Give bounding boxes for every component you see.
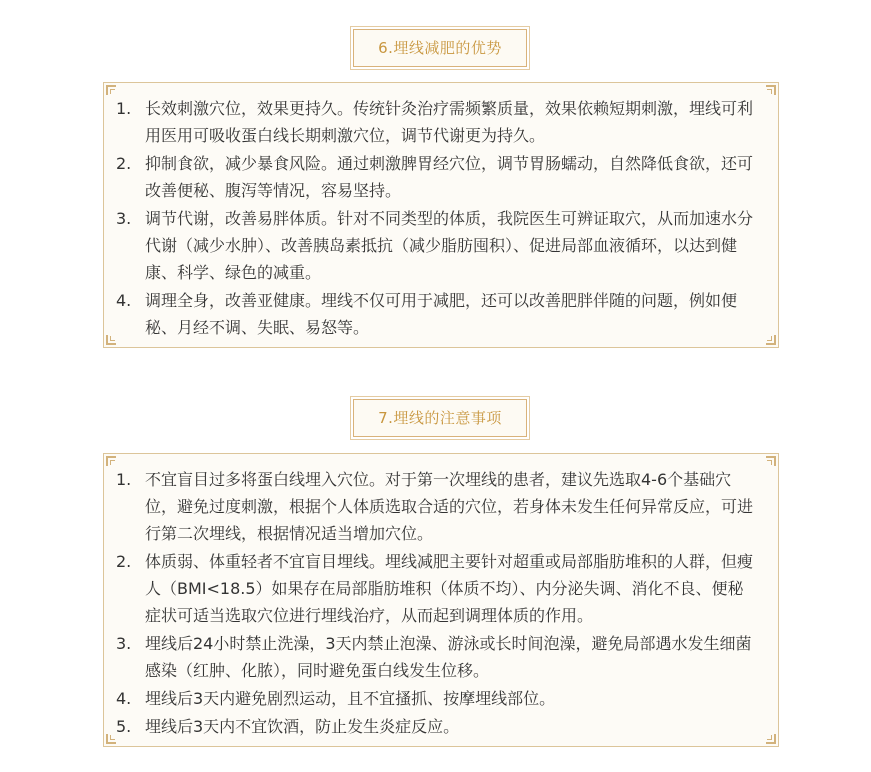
list-item bbox=[116, 287, 758, 341]
list-item bbox=[116, 685, 758, 712]
list-item-number: 3. bbox=[116, 634, 132, 653]
section-6-panel bbox=[103, 82, 779, 348]
section-7-heading bbox=[350, 396, 530, 440]
section-6-title: 6.埋线减肥的优势 bbox=[353, 29, 527, 67]
list-item-text: 调节代谢，改善易胖体质。针对不同类型的体质，我院医生可辨证取穴，从而加速水分代谢（减少水肿）、改善胰岛素抵抗（减少脂肪囤积）、促进局部血液循环，以达到健康、科学、绿色的减重。 bbox=[145, 209, 754, 282]
list-item-number: 2. bbox=[116, 154, 132, 173]
list-item-text: 不宜盲目过多将蛋白线埋入穴位。对于第一次埋线的患者，建议先选取4-6个基础穴位，避免过度刺激，根据个人体质选取合适的穴位，若身体未发生任何异常反应，可进行第二次埋线，根据情况适当增加穴位。 bbox=[145, 470, 754, 543]
list-item-text: 埋线后3天内避免剧烈运动，且不宜搔抓、按摩埋线部位。 bbox=[145, 689, 556, 708]
list-item-number: 4. bbox=[116, 291, 132, 310]
corner-ornament bbox=[766, 734, 776, 744]
corner-ornament bbox=[106, 85, 116, 95]
list-item-number: 1. bbox=[116, 470, 132, 489]
section-6-list bbox=[104, 83, 778, 341]
list-item-text: 埋线后3天内不宜饮酒，防止发生炎症反应。 bbox=[145, 717, 460, 736]
list-item-text: 调理全身，改善亚健康。埋线不仅可用于减肥，还可以改善肥胖伴随的问题，例如便秘、月经不调、失眠、易怒等。 bbox=[145, 291, 738, 337]
list-item bbox=[116, 713, 758, 740]
list-item-number: 2. bbox=[116, 552, 132, 571]
list-item bbox=[116, 95, 758, 149]
corner-ornament bbox=[766, 85, 776, 95]
list-item bbox=[116, 205, 758, 286]
list-item-number: 1. bbox=[116, 99, 132, 118]
list-item-text: 埋线后24小时禁止洗澡，3天内禁止泡澡、游泳或长时间泡澡，避免局部遇水发生细菌感染（红肿、化脓），同时避免蛋白线发生位移。 bbox=[145, 634, 752, 680]
corner-ornament bbox=[766, 335, 776, 345]
section-6-heading bbox=[350, 26, 530, 70]
section-7-list bbox=[104, 454, 778, 740]
list-item-number: 5. bbox=[116, 717, 132, 736]
corner-ornament bbox=[106, 456, 116, 466]
list-item-text: 长效刺激穴位，效果更持久。传统针灸治疗需频繁质量，效果依赖短期刺激，埋线可利用医用可吸收蛋白线长期刺激穴位，调节代谢更为持久。 bbox=[145, 99, 754, 145]
list-item-text: 体质弱、体重轻者不宜盲目埋线。埋线减肥主要针对超重或局部脂肪堆积的人群，但瘦人（BMI<18.5）如果存在局部脂肪堆积（体质不均）、内分泌失调、消化不良、便秘症状可适当选取穴位进行埋线治疗，从而起到调理体质的作用。 bbox=[145, 552, 754, 625]
list-item-text: 抑制食欲，减少暴食风险。通过刺激脾胃经穴位，调节胃肠蠕动，自然降低食欲，还可改善便秘、腹泻等情况，容易坚持。 bbox=[145, 154, 754, 200]
list-item bbox=[116, 466, 758, 547]
corner-ornament bbox=[106, 734, 116, 744]
list-item bbox=[116, 150, 758, 204]
list-item bbox=[116, 630, 758, 684]
section-7-title: 7.埋线的注意事项 bbox=[353, 399, 527, 437]
section-7-panel bbox=[103, 453, 779, 747]
list-item bbox=[116, 548, 758, 629]
list-item-number: 3. bbox=[116, 209, 132, 228]
list-item-number: 4. bbox=[116, 689, 132, 708]
corner-ornament bbox=[766, 456, 776, 466]
corner-ornament bbox=[106, 335, 116, 345]
